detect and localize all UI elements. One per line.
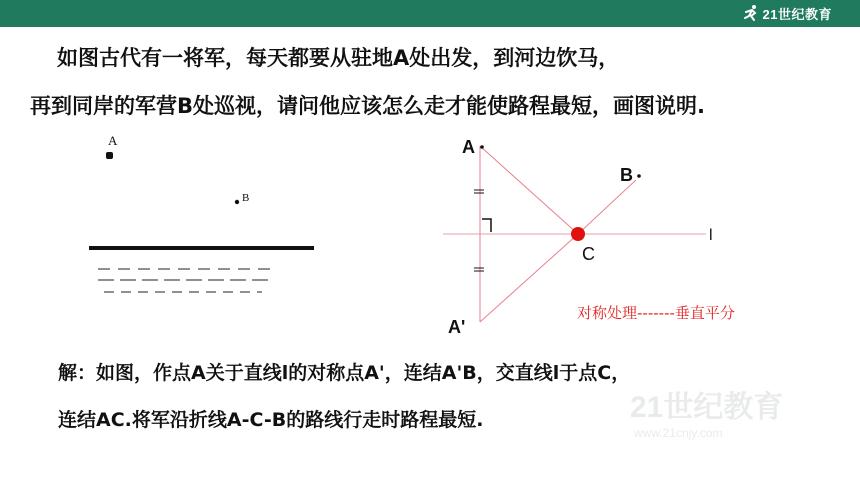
symmetry-caption: 对称处理-------垂直平分 [577,304,735,322]
logo-text: 21世纪教育 [762,6,832,22]
point-a-marker [106,152,113,159]
problem-line-1: 如图古代有一将军，每天都要从驻地A处出发，到河边饮马， [57,46,620,70]
problem-line-2: 再到同岸的军营B处巡视，请问他应该怎么走才能使路程最短，画图说明. [30,94,705,118]
point-c-marker [571,227,585,241]
watermark-text: 21世纪教育 [630,391,784,424]
point-b-marker [235,200,239,204]
left-label-a: A [108,133,118,148]
segment-c-b [578,180,636,234]
segment-a-prime-c [480,234,578,322]
solution-line-1: 解：如图，作点A关于直线l的对称点A'，连结A'B，交直线l于点C， [58,362,631,384]
point-b-dot [637,174,641,178]
right-angle-mark [482,219,491,232]
left-label-b: B [242,192,250,204]
solution-line-2: 连结AC.将军沿折线A-C-B的路线行走时路程最短. [58,409,484,431]
solution-text [58,350,848,444]
label-a: A [462,137,475,157]
left-figure [89,133,314,292]
point-a-dot [480,145,484,149]
label-l: l [709,227,713,244]
segment-a-c [480,146,578,234]
label-c: C [582,244,595,264]
label-a-prime: A' [448,317,466,337]
river-water [98,269,270,292]
right-figure [443,137,735,337]
label-b: B [620,165,633,185]
watermark-url: www.21cnjy.com [634,426,723,440]
